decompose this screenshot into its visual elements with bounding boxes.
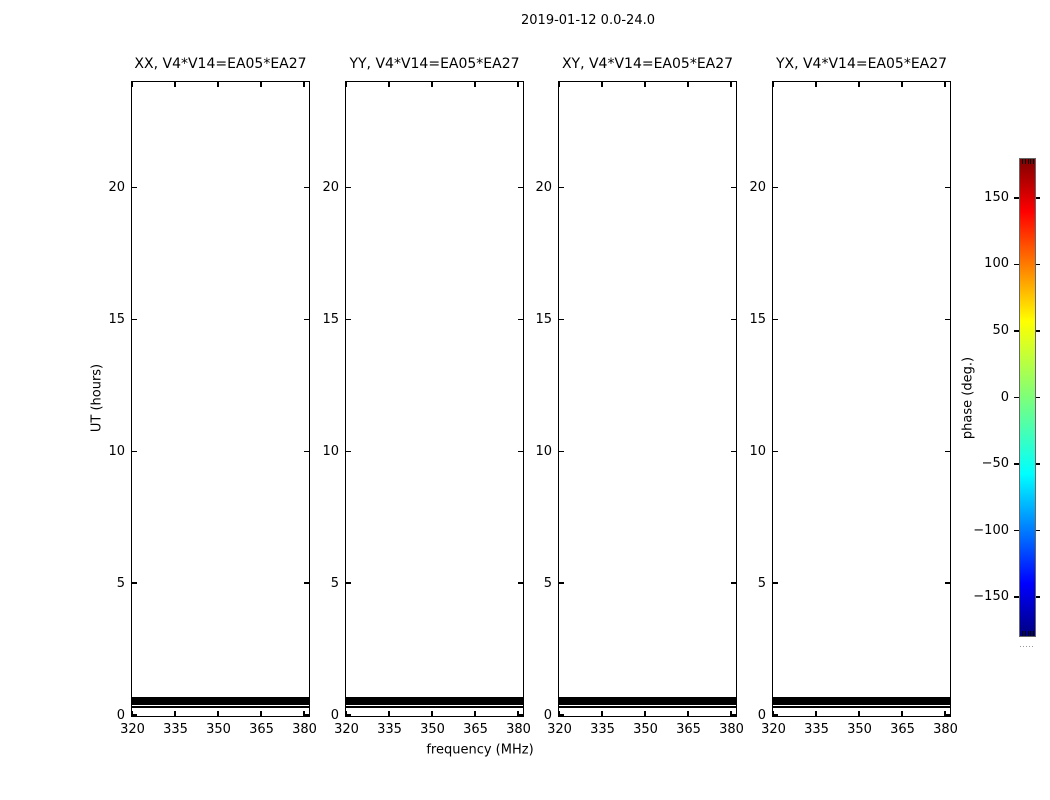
x-tick-label: 380	[292, 722, 317, 737]
colorbar-tick-mark	[1014, 264, 1019, 266]
panel-yy	[345, 81, 524, 717]
y-tick-label: 15	[535, 311, 552, 327]
y-tick-mark	[559, 714, 564, 716]
x-tick-mark	[730, 82, 732, 87]
colorbar-edge-hatch	[1028, 631, 1029, 636]
y-tick-mark	[346, 582, 351, 584]
colorbar-edge-hatch	[1033, 159, 1034, 164]
colorbar-tick-mark	[1036, 530, 1040, 532]
colorbar-tick-mark	[1014, 463, 1019, 465]
colorbar-tick-label: −50	[981, 456, 1009, 472]
colorbar-tick-label: 150	[984, 189, 1009, 205]
y-tick-mark	[346, 451, 351, 453]
x-tick-label: 350	[206, 722, 231, 737]
y-tick-mark	[132, 451, 137, 453]
x-tick-mark	[303, 82, 305, 87]
y-tick-mark	[132, 714, 137, 716]
y-tick-label: 5	[116, 575, 125, 591]
y-tick-label: 10	[749, 443, 766, 459]
y-tick-mark	[346, 714, 351, 716]
y-tick-label: 0	[116, 707, 125, 723]
x-tick-label: 320	[761, 722, 786, 737]
y-tick-label: 15	[322, 311, 339, 327]
y-tick-label: 20	[108, 180, 125, 195]
panel-xy	[558, 81, 737, 717]
colorbar-edge-hatch	[1025, 631, 1026, 636]
y-tick-mark	[945, 451, 950, 453]
panel-title-yx: YX, V4*V14=EA05*EA27	[775, 56, 948, 72]
colorbar-edge-hatch	[1033, 631, 1034, 636]
x-tick-mark	[260, 82, 262, 87]
x-tick-mark	[901, 82, 903, 87]
y-tick-label: 20	[322, 180, 339, 195]
x-tick-mark	[174, 711, 176, 716]
x-tick-mark	[558, 82, 560, 87]
x-tick-label: 350	[847, 722, 872, 737]
y-axis-label: UT (hours)	[89, 363, 105, 433]
y-tick-mark	[945, 187, 950, 189]
colorbar-tick-mark	[1036, 596, 1040, 598]
y-tick-label: 0	[757, 707, 766, 723]
x-tick-mark	[858, 82, 860, 87]
x-tick-mark	[815, 82, 817, 87]
x-tick-mark	[217, 711, 219, 716]
colorbar-edge-hatch	[1022, 159, 1023, 164]
x-tick-label: 365	[890, 722, 915, 737]
x-tick-mark	[217, 82, 219, 87]
y-tick-mark	[773, 451, 778, 453]
colorbar-edge-hatch	[1030, 159, 1031, 164]
colorbar-tick-mark	[1036, 197, 1040, 199]
y-tick-mark	[132, 582, 137, 584]
x-tick-mark	[260, 711, 262, 716]
x-tick-mark	[601, 711, 603, 716]
colorbar-edge-hatch	[1022, 631, 1023, 636]
colorbar-tick-mark	[1036, 264, 1040, 266]
x-tick-mark	[644, 711, 646, 716]
x-tick-mark	[687, 711, 689, 716]
data-band-yx	[773, 697, 950, 708]
panel-xx	[131, 81, 310, 717]
y-tick-mark	[945, 582, 950, 584]
y-tick-mark	[773, 714, 778, 716]
y-tick-mark	[773, 582, 778, 584]
y-tick-label: 0	[330, 707, 339, 723]
x-tick-mark	[901, 711, 903, 716]
y-tick-label: 5	[330, 575, 339, 591]
colorbar-tick-mark	[1014, 397, 1019, 399]
colorbar-dotted-line	[1020, 646, 1035, 647]
x-tick-label: 380	[719, 722, 744, 737]
x-tick-label: 365	[463, 722, 488, 737]
panel-title-xx: XX, V4*V14=EA05*EA27	[134, 56, 307, 72]
y-tick-mark	[945, 714, 950, 716]
x-tick-label: 350	[420, 722, 445, 737]
colorbar-tick-label: 100	[984, 256, 1009, 272]
y-tick-label: 15	[108, 311, 125, 327]
x-tick-mark	[388, 711, 390, 716]
x-tick-mark	[474, 711, 476, 716]
data-band-hairline	[346, 705, 523, 706]
colorbar-tick-mark	[1036, 397, 1040, 399]
data-band-hairline	[773, 705, 950, 706]
y-tick-mark	[559, 187, 564, 189]
y-tick-mark	[773, 187, 778, 189]
x-tick-label: 335	[163, 722, 188, 737]
data-band-yy	[346, 697, 523, 708]
colorbar-edge-hatch	[1028, 159, 1029, 164]
colorbar-tick-mark	[1014, 530, 1019, 532]
data-band-hairline	[559, 705, 736, 706]
y-tick-mark	[559, 582, 564, 584]
x-tick-mark	[687, 82, 689, 87]
x-tick-label: 350	[633, 722, 658, 737]
x-tick-mark	[345, 82, 347, 87]
x-tick-mark	[601, 82, 603, 87]
x-tick-label: 380	[933, 722, 958, 737]
colorbar-label: phase (deg.)	[960, 356, 976, 440]
colorbar-tick-mark	[1036, 463, 1040, 465]
colorbar-tick-label: 0	[1000, 389, 1009, 405]
colorbar-tick-label: −150	[973, 589, 1009, 605]
x-tick-mark	[815, 711, 817, 716]
colorbar-tick-mark	[1014, 197, 1019, 199]
x-tick-label: 365	[249, 722, 274, 737]
y-tick-label: 20	[535, 180, 552, 195]
x-tick-mark	[388, 82, 390, 87]
x-tick-label: 335	[804, 722, 829, 737]
x-tick-mark	[858, 711, 860, 716]
data-band-xy	[559, 697, 736, 708]
x-tick-label: 320	[120, 722, 145, 737]
x-tick-label: 365	[676, 722, 701, 737]
y-tick-label: 10	[108, 443, 125, 459]
x-tick-mark	[772, 82, 774, 87]
y-tick-label: 20	[749, 180, 766, 195]
x-tick-mark	[474, 82, 476, 87]
colorbar-tick-label: −100	[973, 522, 1009, 538]
figure-suptitle: 2019-01-12 0.0-24.0	[521, 13, 655, 28]
y-tick-mark	[945, 319, 950, 321]
y-tick-mark	[346, 319, 351, 321]
colorbar-tick-mark	[1014, 596, 1019, 598]
y-tick-mark	[773, 319, 778, 321]
x-tick-mark	[174, 82, 176, 87]
y-tick-label: 0	[543, 707, 552, 723]
x-tick-label: 320	[547, 722, 572, 737]
x-tick-mark	[131, 82, 133, 87]
y-tick-label: 10	[322, 443, 339, 459]
panel-yx	[772, 81, 951, 717]
x-axis-label: frequency (MHz)	[426, 742, 534, 758]
x-tick-label: 320	[334, 722, 359, 737]
x-tick-label: 335	[377, 722, 402, 737]
y-tick-mark	[132, 319, 137, 321]
colorbar-edge-hatch	[1030, 631, 1031, 636]
x-tick-label: 335	[590, 722, 615, 737]
x-tick-mark	[431, 711, 433, 716]
panel-title-yy: YY, V4*V14=EA05*EA27	[349, 56, 520, 72]
x-tick-label: 380	[506, 722, 531, 737]
y-tick-label: 10	[535, 443, 552, 459]
y-tick-mark	[346, 187, 351, 189]
colorbar-tick-mark	[1036, 330, 1040, 332]
y-tick-label: 15	[749, 311, 766, 327]
colorbar-edge-hatch	[1025, 159, 1026, 164]
panel-title-xy: XY, V4*V14=EA05*EA27	[561, 56, 734, 72]
colorbar-tick-mark	[1014, 330, 1019, 332]
y-tick-label: 5	[757, 575, 766, 591]
x-tick-mark	[644, 82, 646, 87]
y-tick-mark	[132, 187, 137, 189]
x-tick-mark	[944, 82, 946, 87]
colorbar-tick-label: 50	[992, 322, 1009, 338]
y-tick-mark	[559, 451, 564, 453]
y-tick-mark	[559, 319, 564, 321]
x-tick-mark	[517, 82, 519, 87]
data-band-hairline	[132, 705, 309, 706]
x-tick-mark	[431, 82, 433, 87]
y-tick-label: 5	[543, 575, 552, 591]
colorbar	[1019, 158, 1036, 637]
data-band-xx	[132, 697, 309, 708]
